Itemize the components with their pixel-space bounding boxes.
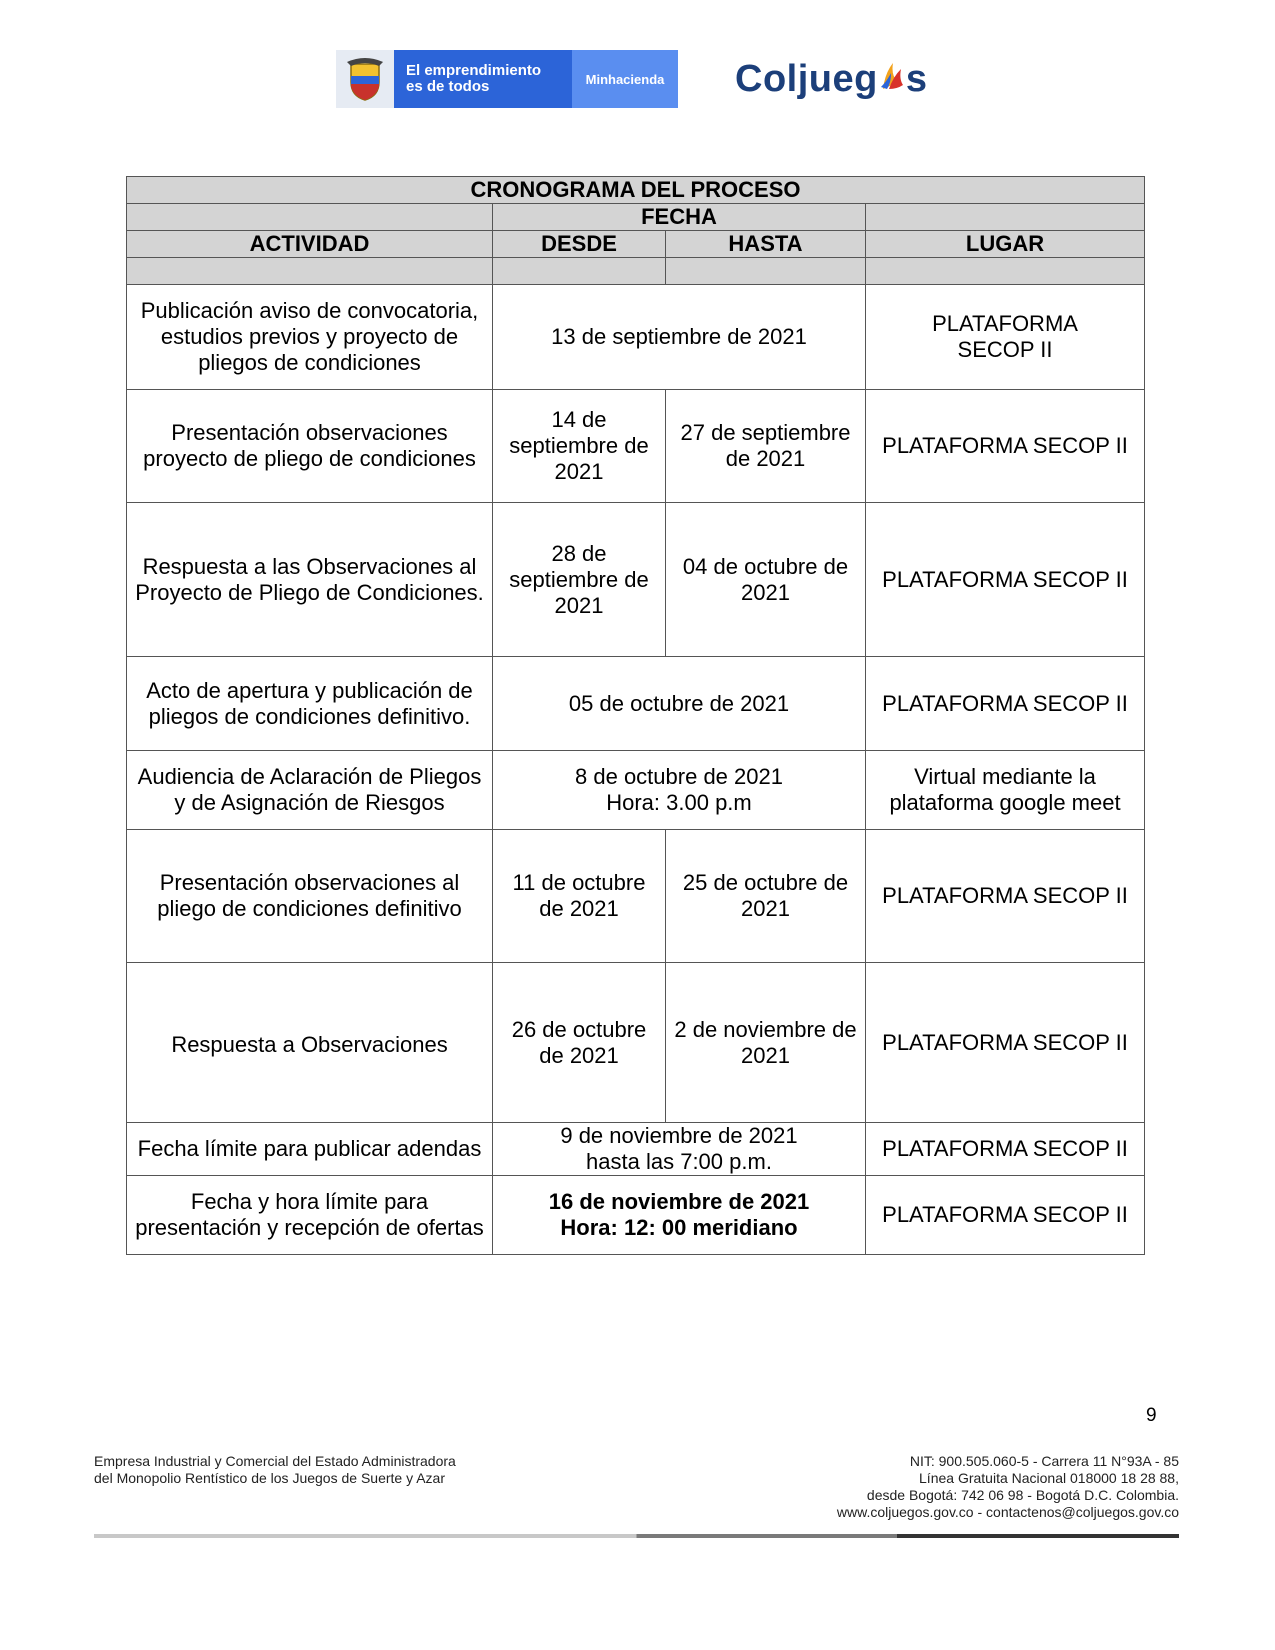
footer-left <box>94 1453 456 1487</box>
table-row <box>127 503 1145 657</box>
schedule-table <box>126 176 1145 1255</box>
fecha-line1: 9 de noviembre de 2021 <box>560 1123 798 1148</box>
footer-left-line2: del Monopolio Rentístico de los Juegos de Suerte y Azar <box>94 1470 445 1486</box>
table-row <box>127 1123 1145 1176</box>
coljuegos-logo <box>735 56 927 102</box>
hasta-cell: 25 de octubre de 2021 <box>666 830 866 963</box>
lugar-cell: PLATAFORMA SECOP II <box>866 657 1145 751</box>
actividad-cell: Respuesta a Observaciones <box>127 963 493 1123</box>
table-row <box>127 830 1145 963</box>
table-row <box>127 751 1145 830</box>
footer-right-line1: NIT: 900.505.060-5 - Carrera 11 N°93A - 85 <box>909 1453 1179 1469</box>
footer-right <box>837 1453 1179 1521</box>
hasta-cell: 27 de septiembre de 2021 <box>666 390 866 503</box>
gov-logo-text <box>394 50 572 108</box>
actividad-cell: Presentación observaciones al pliego de condiciones definitivo <box>127 830 493 963</box>
header-spacer-cell <box>866 258 1145 285</box>
lugar-cell: PLATAFORMA SECOP II <box>866 503 1145 657</box>
lugar-cell: Virtual mediante la plataforma google meet <box>866 751 1145 830</box>
actividad-cell: Fecha límite para publicar adendas <box>127 1123 493 1176</box>
lugar-cell: PLATAFORMA SECOP II <box>866 1123 1145 1176</box>
fecha-line2: hasta las 7:00 p.m. <box>586 1149 772 1174</box>
desde-cell: 26 de octubre de 2021 <box>493 963 666 1123</box>
fecha-line1: 8 de octubre de 2021 <box>575 764 783 789</box>
flame-mark-icon <box>879 58 905 101</box>
header-blank-cell <box>127 204 493 231</box>
footer-right-line3: desde Bogotá: 742 06 98 - Bogotá D.C. Colombia. <box>866 1487 1179 1503</box>
fecha-cell: 13 de septiembre de 2021 <box>493 285 866 390</box>
coljuegos-logo-text-end: s <box>905 57 928 100</box>
actividad-cell: Respuesta a las Observaciones al Proyecto de Pliego de Condiciones. <box>127 503 493 657</box>
header-spacer-cell <box>666 258 866 285</box>
header-lugar: LUGAR <box>866 231 1145 258</box>
fecha-line2: Hora: 3.00 p.m <box>606 790 752 815</box>
header-spacer-cell <box>493 258 666 285</box>
table-row <box>127 390 1145 503</box>
footer-left-line1: Empresa Industrial y Comercial del Estado Administradora <box>94 1453 456 1469</box>
footer-right-line4: www.coljuegos.gov.co - contactenos@coljuegos.gov.co <box>836 1504 1179 1520</box>
fecha-cell <box>493 751 866 830</box>
hasta-cell: 2 de noviembre de 2021 <box>666 963 866 1123</box>
lugar-cell: PLATAFORMA SECOP II <box>866 1176 1145 1255</box>
fecha-cell <box>493 1123 866 1176</box>
table-title: CRONOGRAMA DEL PROCESO <box>127 177 1145 204</box>
table-row <box>127 657 1145 751</box>
fecha-line1: 16 de noviembre de 2021 <box>548 1189 810 1214</box>
header-hasta: HASTA <box>666 231 866 258</box>
fecha-cell <box>493 1176 866 1255</box>
header-desde: DESDE <box>493 231 666 258</box>
actividad-cell: Presentación observaciones proyecto de pliego de condiciones <box>127 390 493 503</box>
lugar-cell: PLATAFORMA SECOP II <box>866 963 1145 1123</box>
desde-cell: 28 de septiembre de 2021 <box>493 503 666 657</box>
coljuegos-logo-text: Coljueg <box>735 57 878 100</box>
table-row <box>127 1176 1145 1255</box>
gov-logo <box>336 50 678 108</box>
actividad-cell: Acto de apertura y publicación de pliegos de condiciones definitivo. <box>127 657 493 751</box>
ministry-label: Minhacienda <box>572 50 678 108</box>
header-actividad: ACTIVIDAD <box>127 231 493 258</box>
header-fecha: FECHA <box>493 204 866 231</box>
desde-cell: 11 de octubre de 2021 <box>493 830 666 963</box>
fecha-cell: 05 de octubre de 2021 <box>493 657 866 751</box>
page-number: 9 <box>1146 1405 1157 1426</box>
header-spacer-cell <box>127 258 493 285</box>
lugar-cell: PLATAFORMA SECOP II <box>866 390 1145 503</box>
gov-logo-line1: El emprendimiento <box>406 62 542 79</box>
fecha-line2: Hora: 12: 00 meridiano <box>560 1215 798 1240</box>
actividad-cell: Audiencia de Aclaración de Pliegos y de Asignación de Riesgos <box>127 751 493 830</box>
desde-cell: 14 de septiembre de 2021 <box>493 390 666 503</box>
footer-divider <box>94 1534 1179 1538</box>
actividad-cell: Publicación aviso de convocatoria, estudios previos y proyecto de pliegos de condiciones <box>127 285 493 390</box>
actividad-cell: Fecha y hora límite para presentación y recepción de ofertas <box>127 1176 493 1255</box>
table-row <box>127 285 1145 390</box>
gov-logo-line2: es de todos <box>406 78 490 95</box>
lugar-cell: PLATAFORMA SECOP II <box>866 285 1145 390</box>
header-blank-cell <box>866 204 1145 231</box>
footer-right-line2: Línea Gratuita Nacional 018000 18 28 88, <box>919 1470 1179 1486</box>
coat-of-arms-icon <box>336 50 394 108</box>
lugar-cell: PLATAFORMA SECOP II <box>866 830 1145 963</box>
hasta-cell: 04 de octubre de 2021 <box>666 503 866 657</box>
table-row <box>127 963 1145 1123</box>
